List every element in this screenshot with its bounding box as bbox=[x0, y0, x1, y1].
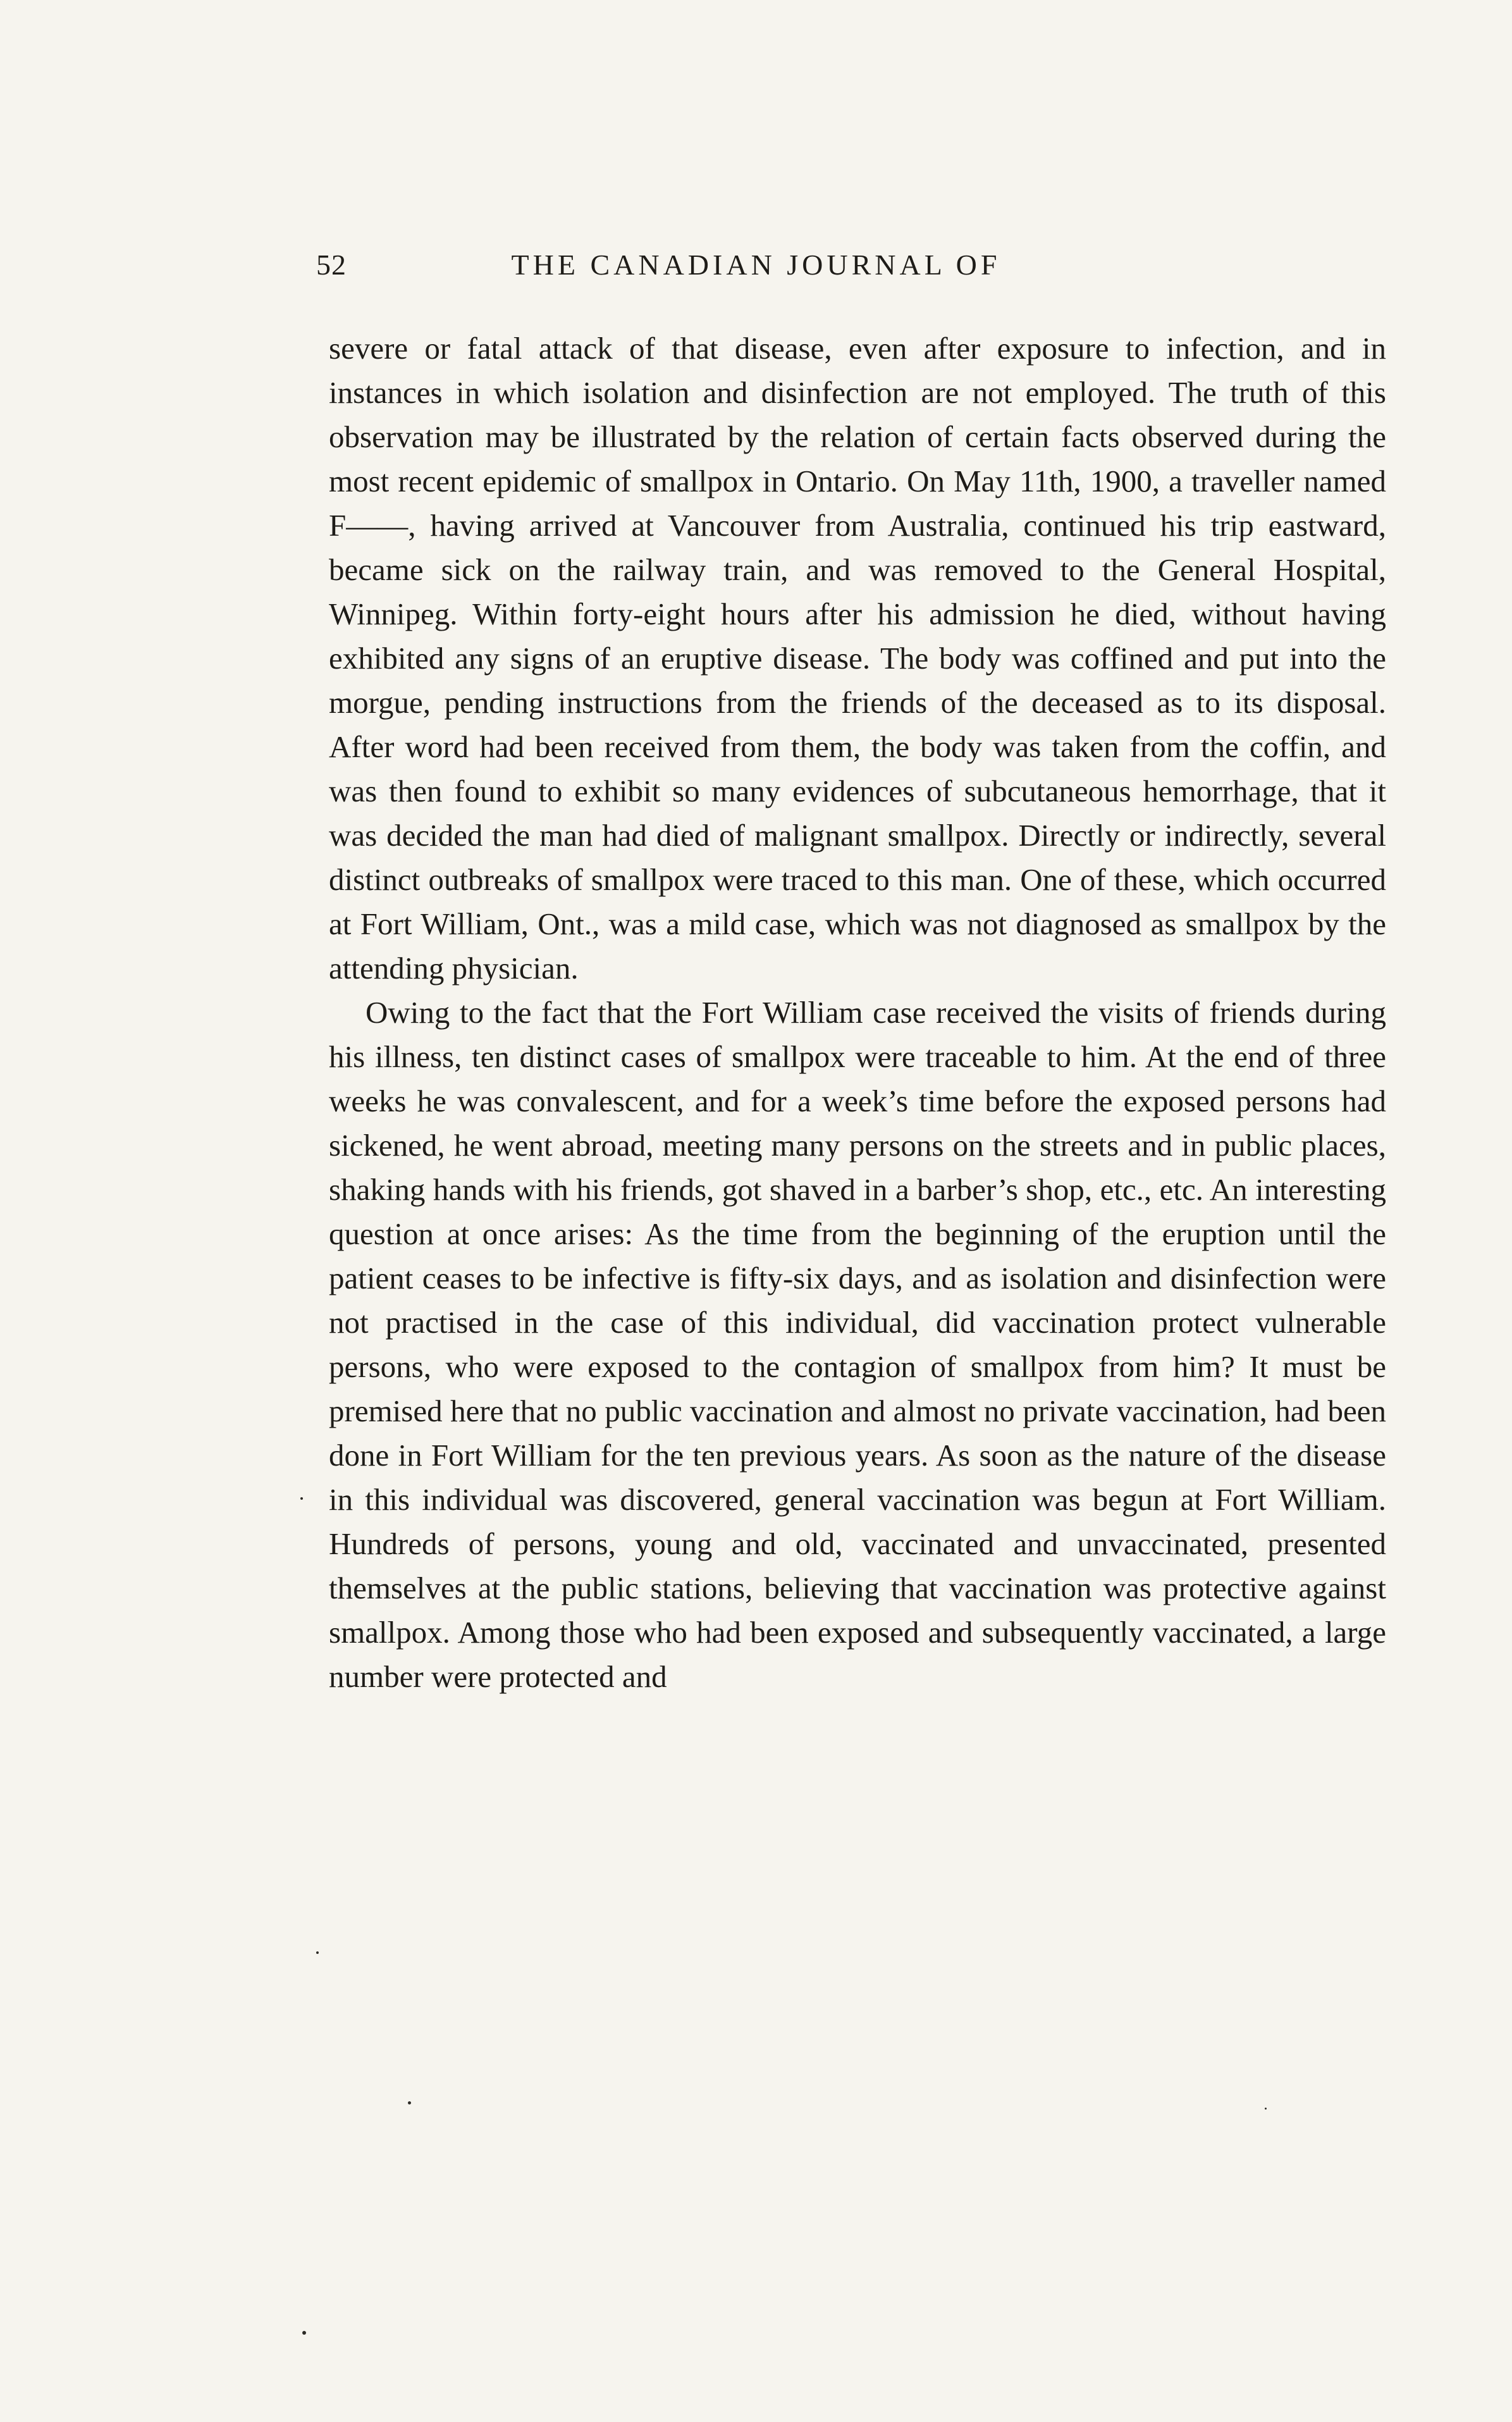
paragraph-1: severe or fatal attack of that disease, even after exposure to infection, and in instances in which isolation and disinfection are not employed. The truth of this observation may be illustrated by the relation of certain facts observed during the most recent epidemic of smallpox in Ontario. On May 11th, 1900, a traveller named F——, having arrived at Vancouver from Australia, continued his trip eastward, became sick on the railway train, and was removed to the General Hospital, Winnipeg. Within forty-eight hours after his admission he died, without having exhibited any signs of an eruptive disease. The body was coffined and put into the morgue, pending instructions from the friends of the deceased as to its disposal. After word had been received from them, the body was taken from the coffin, and was then found to exhibit so many evidences of subcutaneous hemorrhage, that it was decided the man had died of malignant smallpox. Directly or indirectly, several distinct outbreaks of smallpox were traced to this man. One of these, which occurred at Fort William, Ont., was a mild case, which was not diagnosed as smallpox by the attending physician. bbox=[329, 331, 1386, 985]
running-head: THE CANADIAN JOURNAL OF bbox=[511, 249, 1001, 281]
print-speck bbox=[300, 1497, 303, 1500]
print-speck bbox=[302, 2331, 306, 2335]
body-text bbox=[329, 326, 1386, 1699]
print-speck bbox=[1265, 2108, 1267, 2110]
page-number: 52 bbox=[316, 249, 347, 281]
print-speck bbox=[316, 1951, 319, 1954]
print-speck bbox=[408, 2101, 411, 2104]
paragraph-2: Owing to the fact that the Fort William case received the visits of friends during his illness, ten distinct cases of smallpox were traceable to him. At the end of three weeks he was convalescent, and for a week’s time before the exposed persons had sickened, he went abroad, meeting many persons on the streets and in public places, shaking hands with his friends, got shaved in a barber’s shop, etc., etc. An interesting question at once arises: As the time from the beginning of the eruption until the patient ceases to be infective is fifty-six days, and as isolation and disinfection were not practised in the case of this individual, did vaccination protect vulnerable persons, who were exposed to the contagion of smallpox from him? It must be premised here that no public vaccination and almost no private vaccination, had been done in Fort William for the ten previous years. As soon as the nature of the disease in this individual was discovered, general vaccination was begun at Fort William. Hundreds of persons, young and old, vaccinated and unvaccinated, presented themselves at the public stations, believing that vaccination was protective against smallpox. Among those who had been exposed and subsequently vaccinated, a large number were protected and bbox=[329, 995, 1386, 1694]
